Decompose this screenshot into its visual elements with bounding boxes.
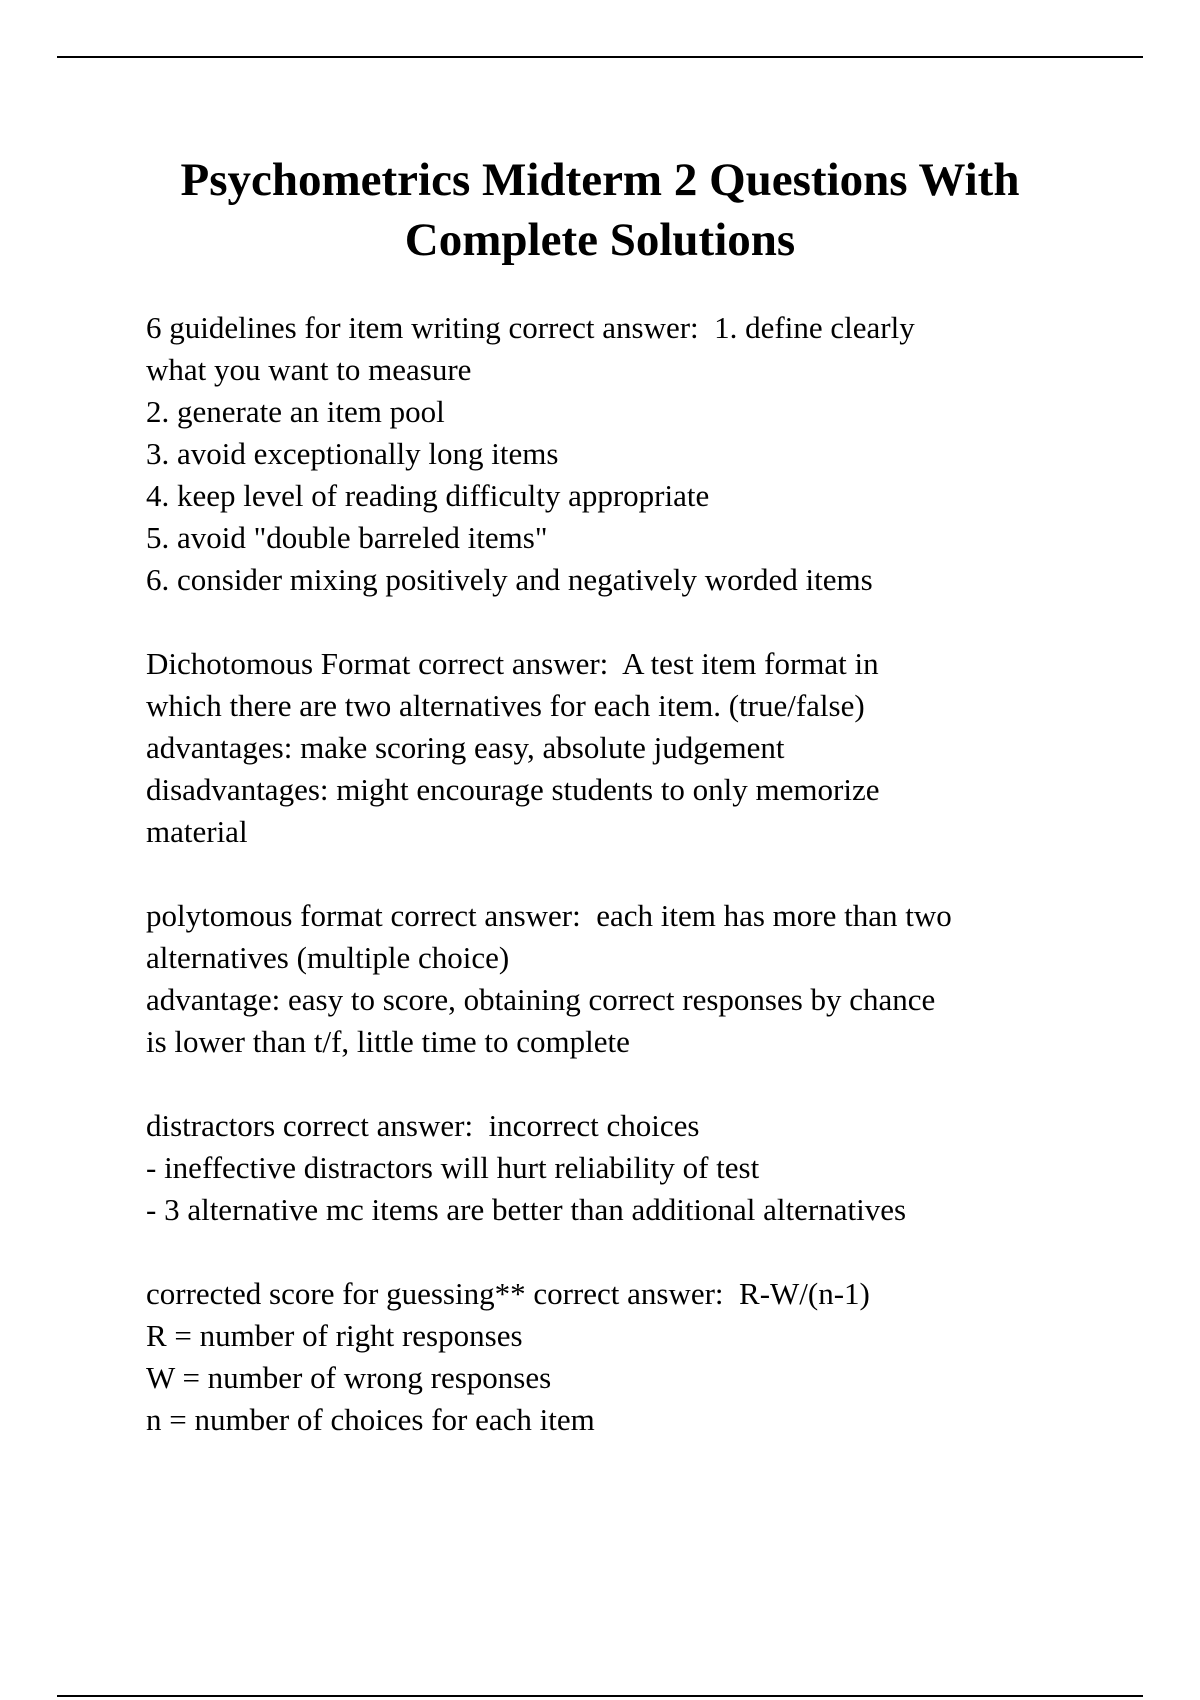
text-line: - ineffective distractors will hurt reliability of test — [146, 1150, 760, 1185]
text-line: 2. generate an item pool — [146, 394, 445, 429]
page-title — [100, 150, 1100, 270]
qa-entry-distractors — [146, 1105, 1106, 1231]
qa-entry-item-writing-guidelines — [146, 307, 1106, 601]
title-line: Complete Solutions — [404, 214, 796, 266]
text-line: W = number of wrong responses — [146, 1360, 552, 1395]
text-line: n = number of choices for each item — [146, 1402, 595, 1437]
text-line: disadvantages: might encourage students to only memorize — [146, 772, 880, 807]
bottom-rule — [57, 1695, 1143, 1697]
top-rule — [57, 56, 1143, 58]
text-line: corrected score for guessing** correct answer: R-W/(n-1) — [146, 1276, 870, 1311]
text-line: material — [146, 814, 248, 849]
text-line: 4. keep level of reading difficulty appropriate — [146, 478, 710, 513]
qa-content — [146, 307, 1106, 1483]
text-line: Dichotomous Format correct answer: A test item format in — [146, 646, 879, 681]
text-line: advantage: easy to score, obtaining correct responses by chance — [146, 982, 936, 1017]
text-line: polytomous format correct answer: each item has more than two — [146, 898, 952, 933]
text-line: 6. consider mixing positively and negatively worded items — [146, 562, 873, 597]
text-line: advantages: make scoring easy, absolute judgement — [146, 730, 785, 765]
text-line: what you want to measure — [146, 352, 472, 387]
title-line: Psychometrics Midterm 2 Questions With — [180, 154, 1020, 206]
text-line: R = number of right responses — [146, 1318, 523, 1353]
text-line: which there are two alternatives for each item. (true/false) — [146, 688, 865, 723]
text-line: 5. avoid "double barreled items" — [146, 520, 548, 555]
qa-entry-dichotomous-format — [146, 643, 1106, 853]
text-line: alternatives (multiple choice) — [146, 940, 510, 975]
text-line: 3. avoid exceptionally long items — [146, 436, 559, 471]
qa-entry-corrected-score — [146, 1273, 1106, 1441]
text-line: is lower than t/f, little time to complete — [146, 1024, 630, 1059]
qa-entry-polytomous-format — [146, 895, 1106, 1063]
text-line: distractors correct answer: incorrect choices — [146, 1108, 700, 1143]
text-line: - 3 alternative mc items are better than additional alternatives — [146, 1192, 907, 1227]
text-line: 6 guidelines for item writing correct answer: 1. define clearly — [146, 310, 915, 345]
